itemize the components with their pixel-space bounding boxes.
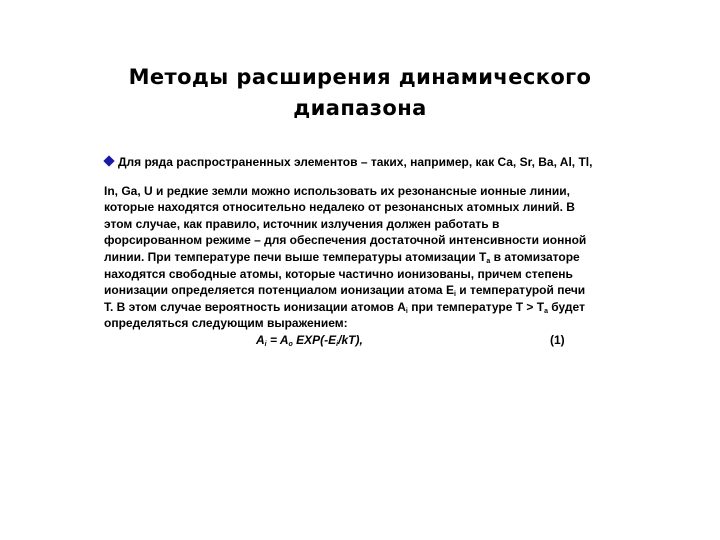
text-line-3: которые находятся относительно недалеко от резонансных атомных линий. В (104, 200, 575, 215)
text-line-8 (104, 282, 674, 299)
text-line-9-part-b: при температуре T > T (407, 299, 545, 314)
formula-exp: EXP(-E (292, 332, 337, 347)
text-line-5: форсированном режиме – для обеспечения достаточной интенсивности ионной (104, 233, 587, 248)
text-line-8-part-b: и температурой печи (455, 283, 586, 298)
text-line-1: Для ряда распространенных элементов – таких, например, как Ca, Sr, Ba, Al, Tl, (118, 155, 593, 169)
subscript-a: a (486, 257, 491, 265)
text-line-6 (104, 249, 674, 266)
text-line-9-part-c: будет (547, 299, 585, 314)
formula-sub-i-2: i (336, 340, 339, 348)
formula-a: A (256, 332, 265, 347)
formula-row (104, 332, 674, 349)
formula-number: (1) (550, 332, 565, 347)
text-line-7: находятся свободные атомы, которые частично ионизованы, причем степень (104, 266, 573, 281)
diamond-bullet-icon (103, 155, 114, 166)
text-line-8-part-a: ионизации определяется потенциалом ионизации атома E (104, 283, 454, 298)
subscript-a: a (544, 307, 548, 315)
bullet-paragraph-start (104, 154, 674, 171)
formula-kt: /kT), (338, 332, 363, 347)
body-text (104, 154, 674, 349)
slide-title (80, 62, 640, 124)
text-line-6-part-b: в атомизаторе (490, 249, 580, 264)
text-line-9-part-a: T. В этом случае вероятность ионизации атомов A (104, 299, 406, 314)
title-line-1: Методы расширения динамического (128, 65, 592, 89)
subscript-i: i (405, 307, 408, 315)
text-line-9 (104, 299, 674, 316)
text-line-4: этом случае, как правило, источник излучения должен работать в (104, 216, 500, 231)
formula-sub-o: o (288, 340, 293, 348)
title-line-2: диапазона (293, 96, 427, 120)
text-line-6-part-a: линии. При температуре печи выше температуры атомизации T (104, 249, 487, 264)
formula (256, 332, 363, 349)
subscript-i: i (453, 291, 456, 299)
text-line-2: In, Ga, U и редкие земли можно использовать их резонансные ионные линии, (104, 183, 570, 198)
formula-sub-i: i (264, 340, 267, 348)
text-line-10: определяться следующим выражением: (104, 316, 348, 331)
formula-equals-a: = A (266, 332, 289, 347)
